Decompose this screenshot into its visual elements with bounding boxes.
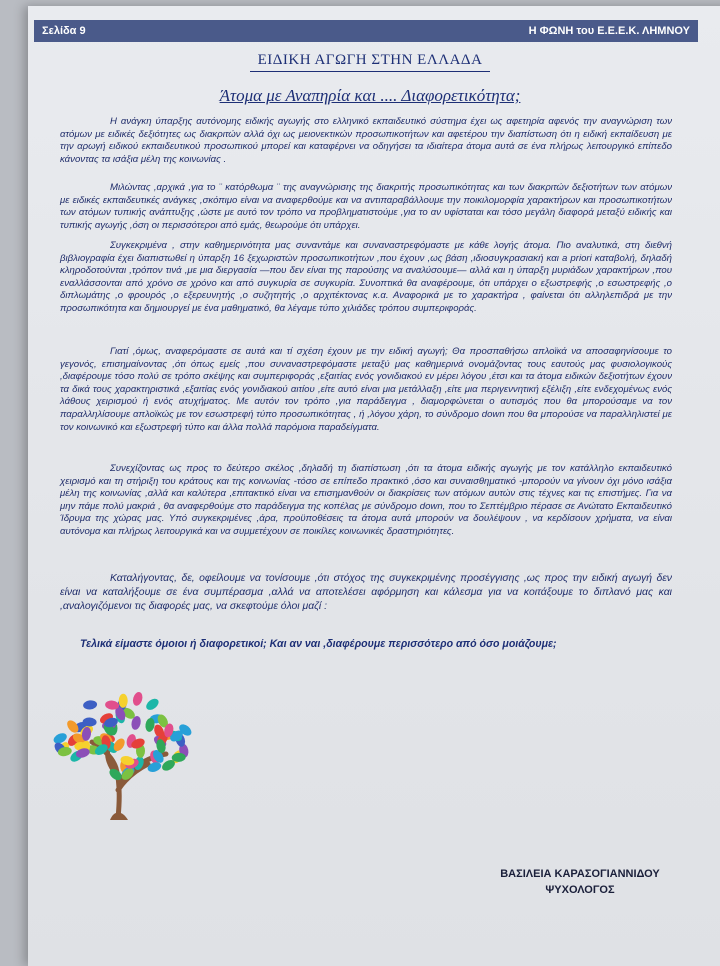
hand-leaf xyxy=(144,696,161,712)
hand-leaf xyxy=(83,700,98,711)
article-paragraph: Συγκεκριμένα , στην καθημερινότητα μας συναντάμε και συναναστρεφόμαστε με κάθε λογής άτομα. Πιο αναλυτικά, στη διεθνή βιβλιογραφία έχει διαπιστωθεί η ύπαρξη 16 ξεχωριστών προσωπικοτήτων ,που έχουν ,ως βάση ,ιδιοσυγκρασιακή και a priori καταβολή, δηλαδή κληροδοτούνται ,τρόπον τινά ,με μια διεργασία —που δεν είναι της παρούσης να αναλύσουμε— αλλά και η ύπαρξη μυριάδων χαρακτήρων ,που εναλλάσσονται από χρόνο σε χρόνο και από συγκυρία σε συγκυρία. Συνοπτικά θα αναφέρουμε, ότι υπάρχει ο εξωστρεφής ,ο εσωστρεφής ,ο διπλωμάτης ,ο φρουρός ,ο εξερευνητής ,ο συζητητής ,ο αρχιτέκτονας κ.α. Αναφορικά με το χαρακτήρα , φαίνεται ότι αλληλεπιδρά με την προσωπικότητα και δημιουργεί με ένα μαθηματικό, θα λέγαμε τύπο χιλιάδες τρόπου συμπεριφοράς. xyxy=(60,240,672,314)
hand-leaf xyxy=(131,691,144,707)
article-paragraph: Μιλώντας ,αρχικά ,για το ¨ κατόρθωμα ¨ της αναγνώρισης της διακριτής προσωπικότητας και των διακριτών δεξιοτήτων των ατόμων με ειδικές εκπαιδευτικές ανάγκες ,σκόπιμο είναι να αναφερθούμε και να αντιπαραβάλλουμε την ποικιλομορφία χαρακτήρων και προσωπικοτήτων των ατόμων τυπικής ανάπτυξης ,ώστε με αυτό τον τρόπο να προβληματιστούμε ,για το αν υφίσταται και τόσο μεγάλη διαφορά μεταξύ ειδικής και τυπικής αγωγής ,όση οι περισσότεροι από εμάς, θεωρούμε ότι υπάρχει. xyxy=(60,182,672,231)
hands-tree-icon xyxy=(48,690,198,820)
author-name: ΒΑΣΙΛΕΙΑ ΚΑΡΑΣΟΓΙΑΝΝΙΔΟΥ xyxy=(500,868,660,880)
article-paragraph: Η ανάγκη ύπαρξης αυτόνομης ειδικής αγωγής στο ελληνικό εκπαιδευτικό σύστημα έχει ως αφετηρία αφενός την αναγνώριση των ατόμων με ειδικές δεξιότητες ως διακριτών αλλά όχι ως μειονεκτικών προσωπικοτήτων και αφετέρου την διαπίστωση ότι η ειδική εκπαίδευση με την αρωγή ειδικού εκπαιδευτικού προσωπικού μπορεί και καταφέρνει να οδηγήσει τα ιδιαίτερα άτομα αυτά σε ένα πλήρως λειτουργικό επίπεδο κάνοντας τα ισάξια μέλη της κοινωνίας . xyxy=(60,116,672,165)
page-number-label: Σελίδα 9 xyxy=(42,25,86,37)
section-title: ΕΙΔΙΚΗ ΑΓΩΓΗ ΣΤΗΝ ΕΛΛΑΔΑ xyxy=(250,52,490,72)
article-paragraph: Γιατί ,όμως, αναφερόμαστε σε αυτά και τί σχέση έχουν με την ειδική αγωγή; Θα προσπαθήσω απλοϊκά να αποσαφηνίσουμε το γεγονός, επισημαίνοντας ,ότι όπως εμείς ,που συναναστρεφόμαστε μεταξύ μας καθημερινά ονομάζοντας τους εαυτούς μας φυσιολογικούς ,διαφέρουμε τόσο πολύ σε τρόπο σκέψης και συμπεριφοράς ,εξαιτίας ενός γονιδιακού εν μέρει λόγου ,έτσι και τα άτομα ειδικών δεξιοτήτων έχουν τα δικά τους χαρακτηριστικά ,εξαιτίας ενός γονιδιακού αιτίου ,είτε αυτό είναι μια μετάλλαξη ,είτε μια περιγεννητική εξέλιξη ,είτε ενδεχομένως ενός λάθους χειρισμού ή ενός ατυχήματος. Με αυτόν τον τρόπο ,για παράδειγμα , διαμορφώνεται ο αυτισμός που θα μπορούσαμε να τον παραλληλίσουμε απλοϊκώς με τον εσωστρεφή τύπο προσωπικότητας , ή ,λόγου χάρη, το σύνδρομο down που θα μπορούσε να παραλληλιστεί με τον κοινωνικό και εξωστρεφή τύπο και άλλα πολλά παρόμοια παραδείγματα. xyxy=(60,346,672,433)
conclusion-question: Τελικά είμαστε όμοιοι ή διαφορετικοί; Και αν ναι ,διαφέρουμε περισσότερο από όσο μοιάζουμε; xyxy=(80,638,557,650)
author-role: ΨΥΧΟΛΟΓΟΣ xyxy=(545,884,615,896)
publication-name: Η ΦΩΝΗ του Ε.Ε.Ε.Κ. ΛΗΜΝΟΥ xyxy=(528,25,690,37)
article-paragraph: Καταλήγοντας, δε, οφείλουμε να τονίσουμε ,ότι στόχος της συγκεκριμένης προσέγγισης ,ως προς την ειδική αγωγή δεν είναι να καταλήξουμε σε ένα συμπέρασμα ,αλλά να αποτελέσει αφόρμηση και κάλεσμα για να κοιτάξουμε το διπλανό μας και ,αναλογιζόμενοι τις διαφορές μας, να σκεφτούμε όλοι μαζί : xyxy=(60,573,672,612)
article-title: Άτομα με Αναπηρία και .... Διαφορετικότητα; xyxy=(219,86,521,105)
page-header-bar xyxy=(34,20,698,42)
article-paragraph: Συνεχίζοντας ως προς το δεύτερο σκέλος ,δηλαδή τη διαπίστωση ,ότι τα άτομα ειδικής αγωγής με τον κατάλληλο εκπαιδευτικό χειρισμό και τη στήριξη του κράτους και της κοινωνίας -τόσο σε επίπεδο πρακτικό ,όσο και συναισθηματικό -μπορούν να γίνουν όχι μόνο ισάξια μέλη της κοινωνίας ,αλλά και καλύτερα ,επιτακτικό είναι να επισημανθούν οι διακρίσεις των ατόμων αυτών στις τέχνες και τις επιστήμες. Για να μην πάμε πολύ μακριά , θα αναφερθούμε στο παράδειγμα της κοπέλας με σύνδρομο down, που το Σεπτέμβριο πέρασε σε Ανώτατο Εκπαιδευτικό Ίδρυμα της χώρας μας. Υπό συγκεκριμένες ,άρα, προϋποθέσεις τα άτομα αυτά μπορούν να δουλέψουν , να κερδίσουν χρήματα, να είναι αυτόνομα και πλήρως λειτουργικά και να συμμετέχουν σε ποικίλες κοινωνικές δραστηριότητες. xyxy=(60,463,672,537)
